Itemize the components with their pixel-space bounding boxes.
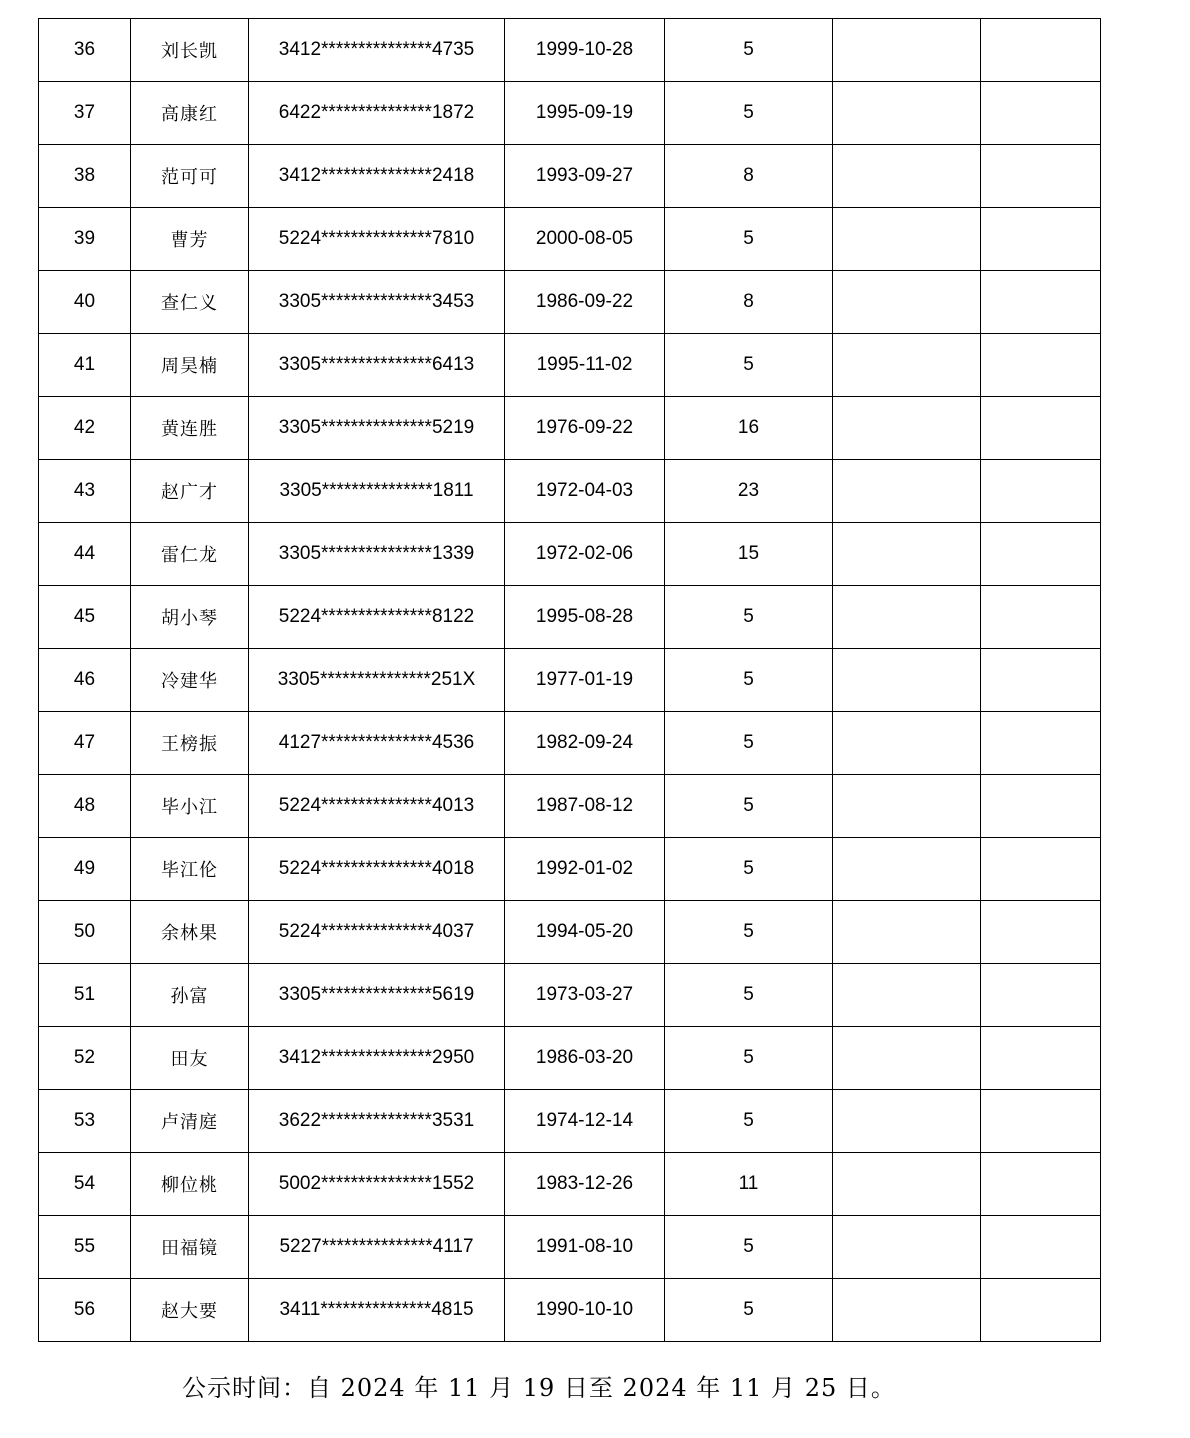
value-cell: 5 bbox=[665, 838, 833, 901]
person-name-cell: 黄连胜 bbox=[131, 397, 249, 460]
blank-cell bbox=[833, 649, 981, 712]
blank-cell bbox=[981, 1216, 1101, 1279]
id-number-cell: 6422***************1872 bbox=[249, 82, 505, 145]
row-number-cell: 45 bbox=[39, 586, 131, 649]
person-name-cell: 高康红 bbox=[131, 82, 249, 145]
birth-date-cell: 1987-08-12 bbox=[505, 775, 665, 838]
table-row bbox=[39, 712, 1101, 775]
blank-cell bbox=[981, 334, 1101, 397]
blank-cell bbox=[981, 397, 1101, 460]
id-number-cell: 5224***************4018 bbox=[249, 838, 505, 901]
person-name-cell: 范可可 bbox=[131, 145, 249, 208]
value-cell: 5 bbox=[665, 901, 833, 964]
blank-cell bbox=[833, 460, 981, 523]
birth-date-cell: 1972-02-06 bbox=[505, 523, 665, 586]
person-name-cell: 孙富 bbox=[131, 964, 249, 1027]
birth-date-cell: 1976-09-22 bbox=[505, 397, 665, 460]
id-number-cell: 3305***************1339 bbox=[249, 523, 505, 586]
blank-cell bbox=[833, 1153, 981, 1216]
blank-cell bbox=[981, 271, 1101, 334]
birth-date-cell: 1995-08-28 bbox=[505, 586, 665, 649]
birth-date-cell: 1995-09-19 bbox=[505, 82, 665, 145]
birth-date-cell: 1995-11-02 bbox=[505, 334, 665, 397]
person-name-cell: 田友 bbox=[131, 1027, 249, 1090]
row-number-cell: 55 bbox=[39, 1216, 131, 1279]
id-number-cell: 4127***************4536 bbox=[249, 712, 505, 775]
id-number-cell: 3305***************3453 bbox=[249, 271, 505, 334]
row-number-cell: 56 bbox=[39, 1279, 131, 1342]
table-row bbox=[39, 649, 1101, 712]
blank-cell bbox=[981, 523, 1101, 586]
person-name-cell: 周昊楠 bbox=[131, 334, 249, 397]
blank-cell bbox=[981, 208, 1101, 271]
blank-cell bbox=[981, 1279, 1101, 1342]
blank-cell bbox=[833, 901, 981, 964]
value-cell: 5 bbox=[665, 1027, 833, 1090]
value-cell: 5 bbox=[665, 82, 833, 145]
publicity-period-note: 公示时间：自 2024 年 11 月 19 日至 2024 年 11 月 25 日。 bbox=[182, 1374, 896, 1402]
blank-cell bbox=[981, 838, 1101, 901]
blank-cell bbox=[981, 19, 1101, 82]
id-number-cell: 5224***************8122 bbox=[249, 586, 505, 649]
person-name-cell: 冷建华 bbox=[131, 649, 249, 712]
row-number-cell: 40 bbox=[39, 271, 131, 334]
value-cell: 23 bbox=[665, 460, 833, 523]
table-row bbox=[39, 460, 1101, 523]
blank-cell bbox=[981, 712, 1101, 775]
id-number-cell: 3305***************251X bbox=[249, 649, 505, 712]
birth-date-cell: 1986-09-22 bbox=[505, 271, 665, 334]
blank-cell bbox=[981, 964, 1101, 1027]
blank-cell bbox=[981, 82, 1101, 145]
birth-date-cell: 1991-08-10 bbox=[505, 1216, 665, 1279]
roster-table bbox=[38, 18, 1101, 1342]
row-number-cell: 38 bbox=[39, 145, 131, 208]
row-number-cell: 49 bbox=[39, 838, 131, 901]
person-name-cell: 余林果 bbox=[131, 901, 249, 964]
table-row bbox=[39, 901, 1101, 964]
table-row bbox=[39, 1279, 1101, 1342]
roster-body bbox=[39, 19, 1101, 1342]
birth-date-cell: 1999-10-28 bbox=[505, 19, 665, 82]
birth-date-cell: 1992-01-02 bbox=[505, 838, 665, 901]
blank-cell bbox=[833, 964, 981, 1027]
blank-cell bbox=[981, 145, 1101, 208]
person-name-cell: 曹芳 bbox=[131, 208, 249, 271]
birth-date-cell: 1974-12-14 bbox=[505, 1090, 665, 1153]
id-number-cell: 5002***************1552 bbox=[249, 1153, 505, 1216]
person-name-cell: 毕江伦 bbox=[131, 838, 249, 901]
id-number-cell: 3411***************4815 bbox=[249, 1279, 505, 1342]
value-cell: 5 bbox=[665, 208, 833, 271]
table-row bbox=[39, 523, 1101, 586]
table-row bbox=[39, 1027, 1101, 1090]
table-row bbox=[39, 964, 1101, 1027]
value-cell: 5 bbox=[665, 964, 833, 1027]
row-number-cell: 42 bbox=[39, 397, 131, 460]
value-cell: 15 bbox=[665, 523, 833, 586]
value-cell: 5 bbox=[665, 1279, 833, 1342]
blank-cell bbox=[981, 1027, 1101, 1090]
table-row bbox=[39, 1153, 1101, 1216]
id-number-cell: 5224***************4037 bbox=[249, 901, 505, 964]
blank-cell bbox=[981, 1153, 1101, 1216]
birth-date-cell: 1986-03-20 bbox=[505, 1027, 665, 1090]
row-number-cell: 54 bbox=[39, 1153, 131, 1216]
table-row bbox=[39, 82, 1101, 145]
row-number-cell: 41 bbox=[39, 334, 131, 397]
blank-cell bbox=[833, 775, 981, 838]
row-number-cell: 39 bbox=[39, 208, 131, 271]
blank-cell bbox=[833, 397, 981, 460]
id-number-cell: 3305***************1811 bbox=[249, 460, 505, 523]
table-row bbox=[39, 271, 1101, 334]
id-number-cell: 3305***************5619 bbox=[249, 964, 505, 1027]
person-name-cell: 田福镜 bbox=[131, 1216, 249, 1279]
birth-date-cell: 1973-03-27 bbox=[505, 964, 665, 1027]
id-number-cell: 5227***************4117 bbox=[249, 1216, 505, 1279]
blank-cell bbox=[981, 1090, 1101, 1153]
value-cell: 16 bbox=[665, 397, 833, 460]
row-number-cell: 46 bbox=[39, 649, 131, 712]
birth-date-cell: 1983-12-26 bbox=[505, 1153, 665, 1216]
blank-cell bbox=[833, 523, 981, 586]
blank-cell bbox=[981, 901, 1101, 964]
table-row bbox=[39, 586, 1101, 649]
blank-cell bbox=[833, 334, 981, 397]
blank-cell bbox=[833, 1279, 981, 1342]
blank-cell bbox=[981, 460, 1101, 523]
row-number-cell: 48 bbox=[39, 775, 131, 838]
person-name-cell: 查仁义 bbox=[131, 271, 249, 334]
value-cell: 11 bbox=[665, 1153, 833, 1216]
person-name-cell: 刘长凯 bbox=[131, 19, 249, 82]
blank-cell bbox=[833, 712, 981, 775]
birth-date-cell: 1982-09-24 bbox=[505, 712, 665, 775]
blank-cell bbox=[981, 775, 1101, 838]
blank-cell bbox=[981, 586, 1101, 649]
blank-cell bbox=[833, 271, 981, 334]
id-number-cell: 3305***************5219 bbox=[249, 397, 505, 460]
person-name-cell: 赵广才 bbox=[131, 460, 249, 523]
table-row bbox=[39, 145, 1101, 208]
id-number-cell: 3412***************2418 bbox=[249, 145, 505, 208]
id-number-cell: 5224***************7810 bbox=[249, 208, 505, 271]
table-row bbox=[39, 1216, 1101, 1279]
table-row bbox=[39, 775, 1101, 838]
value-cell: 5 bbox=[665, 712, 833, 775]
table-row bbox=[39, 1090, 1101, 1153]
value-cell: 5 bbox=[665, 1090, 833, 1153]
person-name-cell: 雷仁龙 bbox=[131, 523, 249, 586]
row-number-cell: 53 bbox=[39, 1090, 131, 1153]
value-cell: 5 bbox=[665, 649, 833, 712]
person-name-cell: 胡小琴 bbox=[131, 586, 249, 649]
row-number-cell: 47 bbox=[39, 712, 131, 775]
blank-cell bbox=[833, 1216, 981, 1279]
blank-cell bbox=[833, 208, 981, 271]
birth-date-cell: 1994-05-20 bbox=[505, 901, 665, 964]
birth-date-cell: 1977-01-19 bbox=[505, 649, 665, 712]
table-row bbox=[39, 334, 1101, 397]
person-name-cell: 赵大要 bbox=[131, 1279, 249, 1342]
id-number-cell: 3305***************6413 bbox=[249, 334, 505, 397]
person-name-cell: 柳位桃 bbox=[131, 1153, 249, 1216]
birth-date-cell: 1990-10-10 bbox=[505, 1279, 665, 1342]
id-number-cell: 5224***************4013 bbox=[249, 775, 505, 838]
row-number-cell: 37 bbox=[39, 82, 131, 145]
value-cell: 5 bbox=[665, 586, 833, 649]
birth-date-cell: 2000-08-05 bbox=[505, 208, 665, 271]
blank-cell bbox=[833, 82, 981, 145]
value-cell: 8 bbox=[665, 271, 833, 334]
table-row bbox=[39, 397, 1101, 460]
person-name-cell: 毕小江 bbox=[131, 775, 249, 838]
value-cell: 5 bbox=[665, 334, 833, 397]
blank-cell bbox=[833, 19, 981, 82]
birth-date-cell: 1972-04-03 bbox=[505, 460, 665, 523]
value-cell: 8 bbox=[665, 145, 833, 208]
id-number-cell: 3412***************4735 bbox=[249, 19, 505, 82]
id-number-cell: 3622***************3531 bbox=[249, 1090, 505, 1153]
blank-cell bbox=[981, 649, 1101, 712]
row-number-cell: 52 bbox=[39, 1027, 131, 1090]
value-cell: 5 bbox=[665, 1216, 833, 1279]
blank-cell bbox=[833, 838, 981, 901]
id-number-cell: 3412***************2950 bbox=[249, 1027, 505, 1090]
table-row bbox=[39, 838, 1101, 901]
table-row bbox=[39, 19, 1101, 82]
blank-cell bbox=[833, 1090, 981, 1153]
row-number-cell: 36 bbox=[39, 19, 131, 82]
blank-cell bbox=[833, 1027, 981, 1090]
blank-cell bbox=[833, 145, 981, 208]
row-number-cell: 43 bbox=[39, 460, 131, 523]
blank-cell bbox=[833, 586, 981, 649]
row-number-cell: 51 bbox=[39, 964, 131, 1027]
value-cell: 5 bbox=[665, 775, 833, 838]
row-number-cell: 44 bbox=[39, 523, 131, 586]
person-name-cell: 王榜振 bbox=[131, 712, 249, 775]
row-number-cell: 50 bbox=[39, 901, 131, 964]
table-row bbox=[39, 208, 1101, 271]
value-cell: 5 bbox=[665, 19, 833, 82]
person-name-cell: 卢清庭 bbox=[131, 1090, 249, 1153]
birth-date-cell: 1993-09-27 bbox=[505, 145, 665, 208]
